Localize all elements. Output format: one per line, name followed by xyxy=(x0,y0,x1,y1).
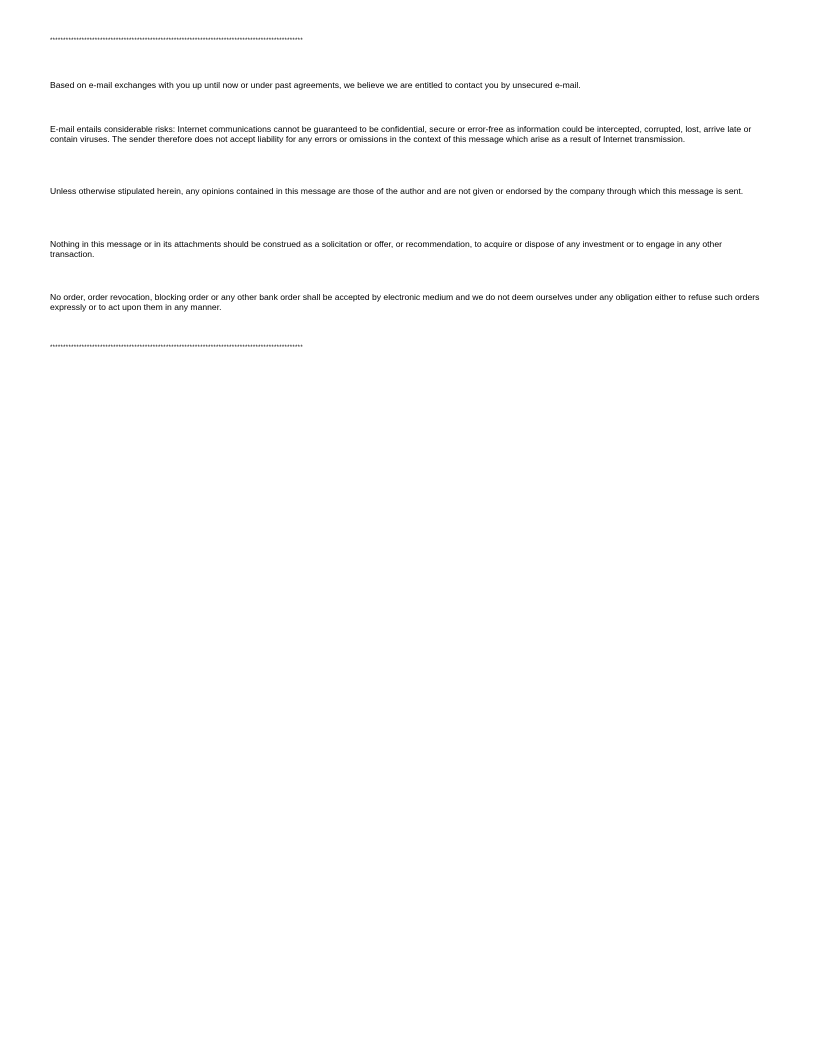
disclaimer-paragraph-unsecured-email: Based on e-mail exchanges with you up until now or under past agreements, we believe we are entitled to contact you by unsecured e-mail. xyxy=(50,80,581,90)
separator-top: ************************************************************************************************ xyxy=(50,38,303,44)
disclaimer-paragraph-no-orders: No order, order revocation, blocking order or any other bank order shall be accepted by electronic medium and we do not deem ourselves under any obligation either to refuse such orders expressly or to act upon them in any manner. xyxy=(50,292,760,312)
disclaimer-paragraph-email-risks: E-mail entails considerable risks: Internet communications cannot be guaranteed to be confidential, secure or error-free as information could be intercepted, corrupted, lost, arrive late or contain viruses. The sender therefore does not accept liability for any errors or omissions in the context of this message which arise as a result of Internet transmission. xyxy=(50,124,752,144)
separator-bottom: ************************************************************************************************ xyxy=(50,345,303,351)
email-disclaimer-document xyxy=(50,0,766,1056)
disclaimer-paragraph-no-solicitation: Nothing in this message or in its attachments should be construed as a solicitation or offer, or recommendation, to acquire or dispose of any investment or to engage in any other transaction. xyxy=(50,239,722,259)
disclaimer-paragraph-opinions: Unless otherwise stipulated herein, any opinions contained in this message are those of the author and are not given or endorsed by the company through which this message is sent. xyxy=(50,186,744,196)
